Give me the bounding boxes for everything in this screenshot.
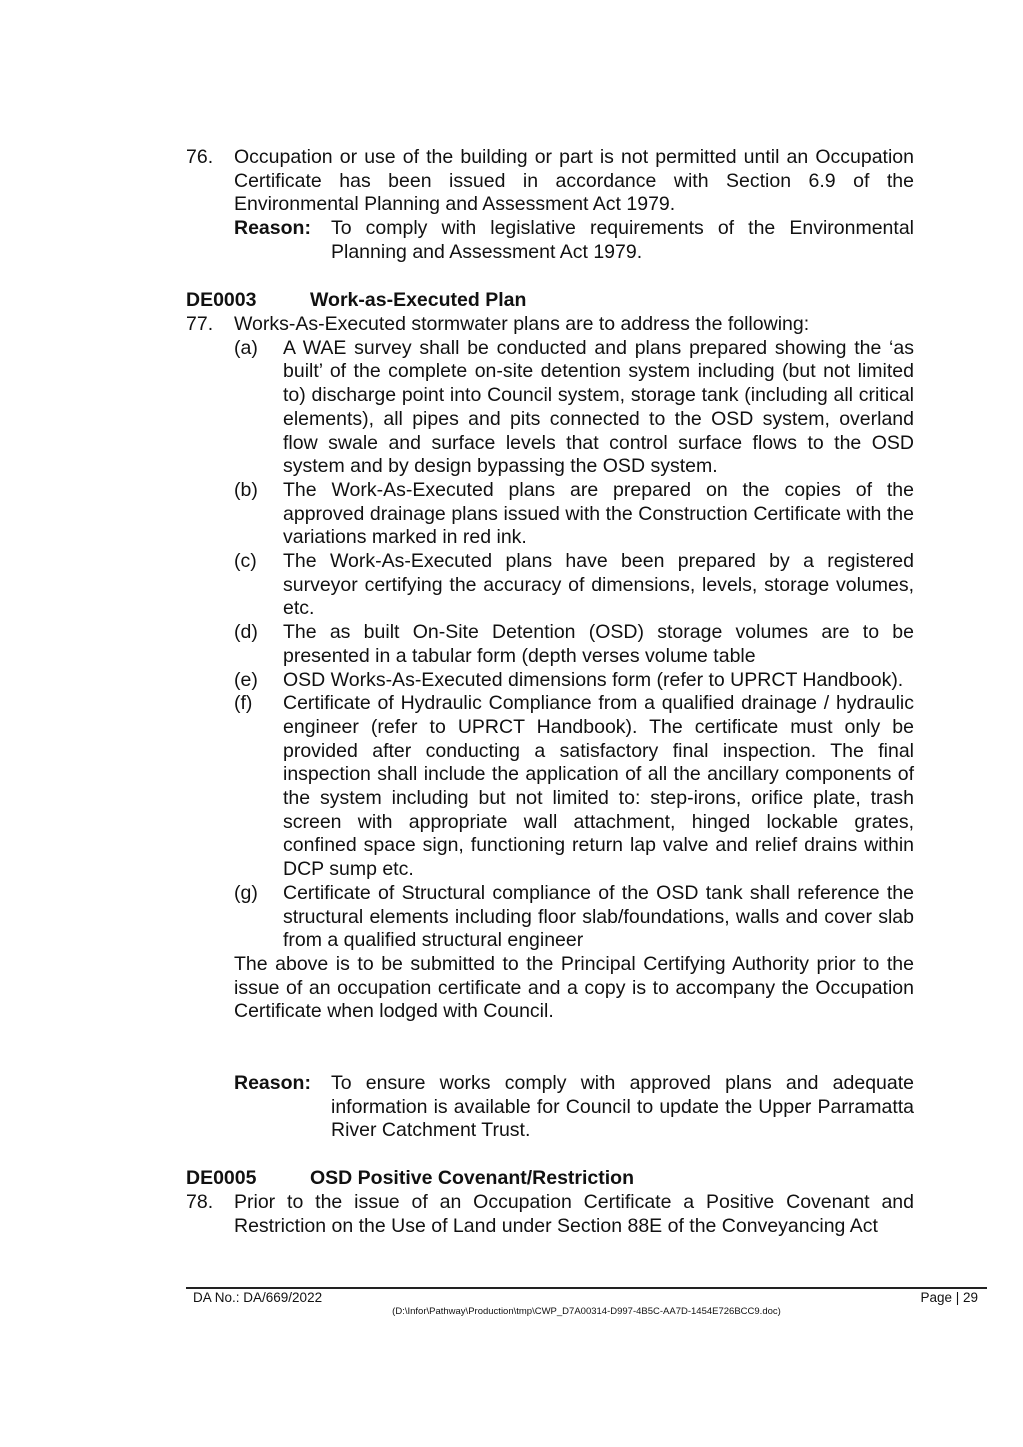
item-list bbox=[234, 337, 914, 953]
item-label: (d) bbox=[234, 621, 258, 644]
list-item bbox=[234, 669, 914, 693]
list-item bbox=[234, 621, 914, 668]
item-text: OSD Works-As-Executed dimensions form (refer to UPRCT Handbook). bbox=[283, 668, 904, 691]
file-path: (D:\Infor\Pathway\Production\tmp\CWP_D7A00314-D997-4B5C-AA7D-1454E726BCC9.doc) bbox=[392, 1306, 781, 1317]
section-title: Work-as-Executed Plan bbox=[310, 289, 527, 311]
section-code: DE0003 bbox=[186, 289, 257, 311]
section-heading-de0005 bbox=[186, 1167, 634, 1191]
condition-77 bbox=[186, 313, 914, 1024]
condition-number: 76. bbox=[186, 146, 214, 168]
condition-text: Occupation or use of the building or part is not permitted until an Occupation Certificate has been issued in accordance with Section 6.9 of the Environmental Planning and Assessment Act 1979. bbox=[234, 146, 914, 216]
condition-78 bbox=[186, 1191, 914, 1238]
list-item bbox=[234, 550, 914, 621]
reason-label: Reason: bbox=[234, 217, 311, 240]
item-label: (c) bbox=[234, 550, 257, 573]
list-item bbox=[234, 882, 914, 953]
item-label: (a) bbox=[234, 336, 258, 359]
item-text: Certificate of Hydraulic Compliance from a qualified drainage / hydraulic engineer (refer to UPRCT Handbook). The certificate must only be provided after conducting a satisfactory final inspection. The final inspection shall include the application of all the ancillary components of the system including but not limited to: step-irons, orifice plate, trash screen with appropriate wall attachment, hinged lockable grates, confined space sign, functioning return lap valve and relief drains within DCP sump etc. bbox=[283, 692, 914, 881]
condition-intro: Works-As-Executed stormwater plans are to address the following: bbox=[234, 313, 810, 335]
item-text: The Work-As-Executed plans have been prepared by a registered surveyor certifying the accuracy of dimensions, levels, storage volumes, etc. bbox=[283, 550, 914, 620]
item-text: The Work-As-Executed plans are prepared on the copies of the approved drainage plans issued with the Construction Certificate with the variations marked in red ink. bbox=[283, 478, 914, 549]
condition-number: 77. bbox=[186, 313, 214, 335]
list-item bbox=[234, 692, 914, 882]
footer-divider bbox=[186, 1287, 987, 1289]
item-text: A WAE survey shall be conducted and plans prepared showing the ‘as built’ of the complete on-site detention system including (but not limited to) discharge point into Council system, storage tank (including all critical elements), all pipes and pits connected to the OSD system, overland flow swale and surface levels that control surface flows to the OSD system and by design bypassing the OSD system. bbox=[283, 336, 914, 478]
reason-row bbox=[234, 1072, 914, 1143]
list-item bbox=[234, 337, 914, 479]
list-item bbox=[234, 479, 914, 550]
submission-text: The above is to be submitted to the Principal Certifying Authority prior to the issue of an occupation certificate and a copy is to accompany the Occupation Certificate when lodged with Council. bbox=[234, 952, 914, 1023]
section-code: DE0005 bbox=[186, 1167, 257, 1189]
condition-number: 78. bbox=[186, 1191, 214, 1213]
section-heading-de0003 bbox=[186, 289, 526, 313]
item-label: (g) bbox=[234, 881, 258, 904]
item-label: (f) bbox=[234, 692, 253, 715]
page-number: Page | 29 bbox=[920, 1290, 978, 1305]
section-title: OSD Positive Covenant/Restriction bbox=[310, 1167, 634, 1189]
reason-77 bbox=[186, 1072, 914, 1143]
reason-row bbox=[234, 217, 914, 264]
reason-label: Reason: bbox=[234, 1072, 311, 1094]
item-text: Certificate of Structural compliance of the OSD tank shall reference the structural elements including floor slab/foundations, walls and cover slab from a qualified structural engineer bbox=[283, 881, 914, 952]
reason-text: To ensure works comply with approved plans and adequate information is available for Council to update the Upper Parramatta River Catchment Trust. bbox=[331, 1072, 914, 1142]
item-label: (e) bbox=[234, 668, 258, 691]
item-text: The as built On-Site Detention (OSD) storage volumes are to be presented in a tabular form (depth verses volume table bbox=[283, 621, 914, 667]
condition-text: Prior to the issue of an Occupation Certificate a Positive Covenant and Restriction on the Use of Land under Section 88E of the Conveyancing Act bbox=[234, 1191, 914, 1237]
condition-76 bbox=[186, 146, 914, 265]
reason-text: To comply with legislative requirements of the Environmental Planning and Assessment Act 1979. bbox=[331, 217, 914, 263]
da-number: DA No.: DA/669/2022 bbox=[193, 1290, 323, 1305]
item-label: (b) bbox=[234, 478, 258, 501]
